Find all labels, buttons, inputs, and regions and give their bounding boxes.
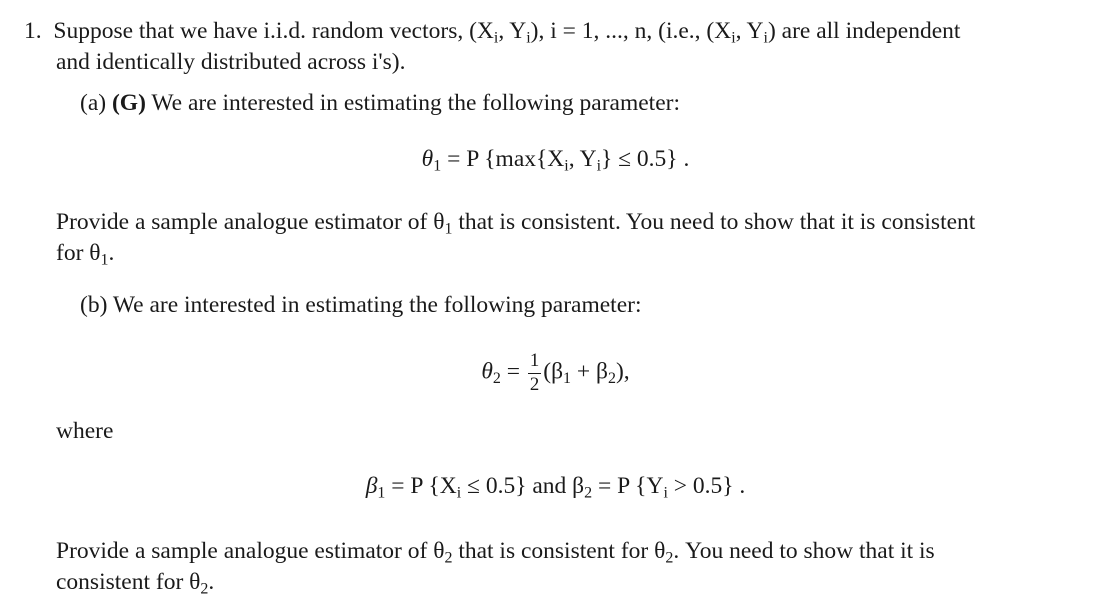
part-b-prompt-line-2: consistent for $\theta_2$.: [56, 569, 215, 598]
equation-theta-1: $\theta_1 = P$ {$\max\{X_i$, $Y_i\} \le 0.5$} .: [421, 146, 690, 175]
fraction-one-half: $\frac{1}{2}$: [529, 350, 540, 395]
part-a-heading: (a) (G) We are interested in estimating the following parameter:: [80, 90, 680, 116]
equation-betas: $\beta_1 = P$ $\{X_i \le 0.5\}$ and $\beta_2 = P$ $\{Y_i > 0.5\}$ .: [365, 473, 746, 502]
problem-number: 1.: [24, 18, 42, 44]
where-label: where: [56, 418, 114, 444]
problem-line-1: 1. Suppose that we have i.i.d. random vectors, ($X_i$, $Y_i$), i = 1, ..., n, (i.e., ($X_i$, $Y_i$) are all independent: [24, 18, 961, 47]
equation-theta-2: $\theta_2$ = $\frac{1}{2}$ $(\beta_1 + \beta_2)$,: [481, 350, 630, 395]
part-b-prompt-line-1: Provide a sample analogue estimator of $\theta_2$ that is consistent for $\theta_2$. You need to show that it is: [56, 538, 935, 567]
part-b-heading: (b) We are interested in estimating the following parameter:: [80, 292, 642, 318]
problem-line-2: and identically distributed across i's).: [56, 49, 406, 75]
part-a-prompt-line-1: Provide a sample analogue estimator of $\theta_1$ that is consistent. You need to show that it is consistent: [56, 209, 976, 238]
part-a-tag: (G): [111, 90, 146, 116]
part-a-prompt-line-2: for $\theta_1$.: [56, 240, 115, 269]
part-b-label: (b): [80, 292, 108, 318]
part-a-label: (a): [80, 90, 107, 116]
